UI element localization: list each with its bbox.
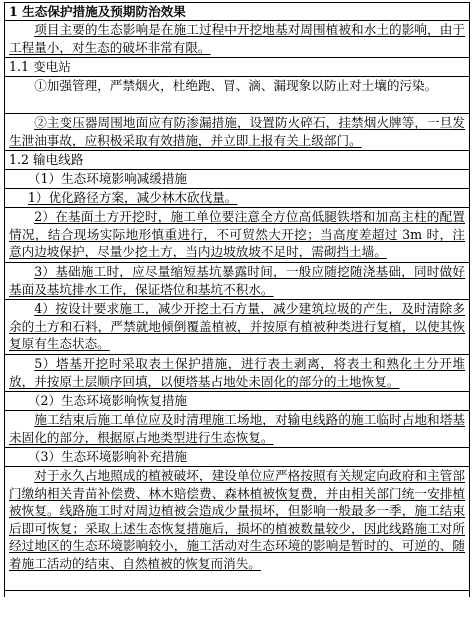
- substation-measure-2: [4, 114, 470, 151]
- section-heading-1: [4, 2, 470, 21]
- restoration-paragraph-text: 施工结束后施工单位应及时清理施工场地，对输电线路的施工临时占地和塔基未固化的部分，根据原占地类型进行生态恢复。: [9, 412, 465, 445]
- subsection-heading-substation-text: 1.1 变电站: [9, 59, 71, 74]
- supplementary-paragraph-text: 对于永久占地照成的植被破坏，建设单位应严格按照有关规定向政府和主管部门缴纳相关青苗补偿费、林木赔偿费、森林植被恢复费，并由相关部门统一安排植被恢复。线路施工时对周边植被会造成少量损坏，但影响一般最多一季，施工结束后即可恢复；采取上述生态恢复措施后，损坏的植被数量较少，因此线路施工对所经过地区的生态环境影响较小，施工活动对生态环境的影响是暂时的、可逆的、随着施工活动的结束、自然植被的恢复而消失。: [9, 468, 465, 571]
- document-page: [4, 2, 470, 627]
- mitigation-item-4: [4, 300, 470, 355]
- mitigation-heading-text: （1）生态环境影响减缓措施: [27, 171, 188, 186]
- mitigation-item-3: [4, 263, 470, 300]
- mitigation-item-2: [4, 208, 470, 263]
- mitigation-item-2-text: 2）在基面土方开挖时，施工单位要注意全方位高低腿铁塔和加高主柱的配置情况，结合现场实际地形慎重进行，不可贸然大开挖；当高度差超过 3m 时，注意内边坡保护，尽量少挖土方，当内边坡放坡不足时，需砌挡土墙。: [9, 209, 465, 260]
- mitigation-item-4-text: 4）按设计要求施工，减少开挖土石方量，减少建筑垃圾的产生，及时清除多余的土方和石料，严禁就地倾倒覆盖植被，并按原有植被种类进行复植，以使其恢复原有生态状态。: [9, 301, 465, 352]
- mitigation-item-5-text: 5）塔基开挖时采取表土保护措施，进行表土剥离，将表土和熟化土分开堆放，并按原土层顺序回填，以便塔基占地处未固化的部分的土地恢复。: [9, 356, 465, 389]
- substation-measure-1: [4, 77, 470, 114]
- next-row-cut: [4, 591, 470, 597]
- section-heading-1-text: 1 生态保护措施及预期防治效果: [9, 4, 186, 19]
- restoration-paragraph: [4, 411, 470, 448]
- supplementary-heading: [4, 448, 470, 467]
- supplementary-heading-text: （3）生态环境影响补充措施: [27, 449, 188, 464]
- mitigation-item-5: [4, 355, 470, 392]
- substation-measure-2-text: ②主变压器周围地面应有防渗漏措施，设置防火碎石，挂禁烟火牌等，一旦发生泄油事故，应积极采取有效措施，并立即上报有关上级部门。: [9, 115, 465, 148]
- supplementary-paragraph: [4, 467, 470, 591]
- restoration-heading: [4, 392, 470, 411]
- intro-paragraph-text: 项目主要的生态影响是在施工过程中开挖地基对周围植被和水土的影响，由于工程量小，对生态的破坏非常有限。: [9, 22, 465, 55]
- subsection-heading-substation: [4, 58, 470, 77]
- mitigation-item-1-text: 1）优化路径方案，减少林木砍伐量。: [27, 190, 238, 205]
- mitigation-item-1: [4, 189, 470, 208]
- mitigation-heading: [4, 170, 470, 189]
- mitigation-item-3-text: 3）基础施工时，应尽量缩短基坑暴露时间，一般应随挖随浇基础，同时做好基面及基坑排水工作，保证塔位和基坑不积水。: [9, 264, 465, 297]
- restoration-heading-text: （2）生态环境影响恢复措施: [27, 393, 188, 408]
- intro-paragraph: [4, 21, 470, 58]
- subsection-heading-transmission: [4, 151, 470, 170]
- substation-measure-1-text: ①加强管理，严禁烟火，杜绝跑、冒、滴、漏现象以防止对土壤的污染。: [34, 78, 438, 93]
- subsection-heading-transmission-text: 1.2 输电线路: [9, 152, 84, 167]
